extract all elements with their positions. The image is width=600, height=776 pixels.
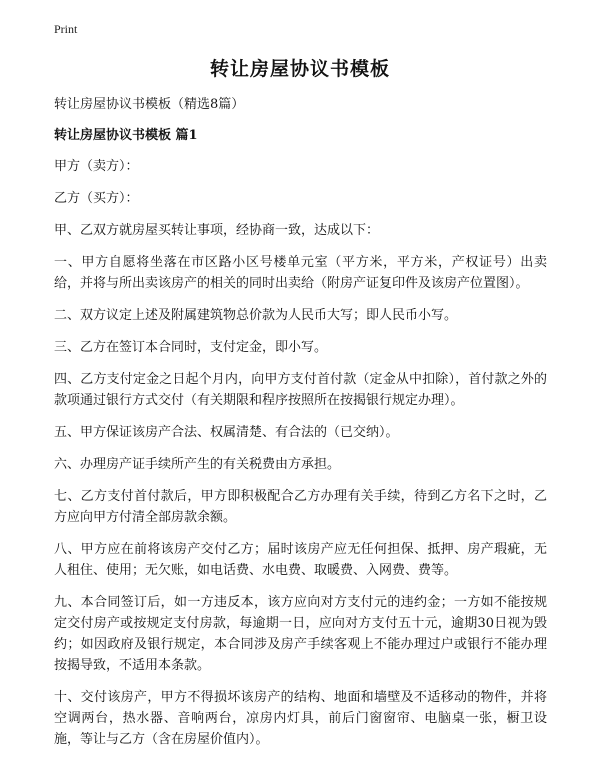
- paragraph-intro: 甲、乙双方就房屋买转让事项，经协商一致，达成以下：: [54, 223, 380, 238]
- section-heading: 转让房屋协议书模板 篇1: [54, 128, 198, 143]
- paragraph-clause-4: 四、乙方支付定金之日起个月内，向甲方支付首付款（定金从中扣除），首付款之外的款项通过银行方式交付（有关期限和程序按照所在按揭银行规定办理）。: [54, 372, 547, 408]
- paragraph-clause-1: 一、甲方自愿将坐落在市区路小区号楼单元室（平方米，平方米，产权证号）出卖给，并将与所出卖该房产的相关的同时出卖给（附房产证复印件及该房产位置图）。: [54, 255, 547, 291]
- paragraph-clause-5: 五、甲方保证该房产合法、权属清楚、有合法的（已交纳）。: [54, 425, 399, 440]
- paragraph-clause-10: 十、交付该房产，甲方不得损坏该房产的结构、地面和墙壁及不适移动的物件，并将空调两台，热水器、音响两台，凉房内灯具，前后门窗窗帘、电脑桌一张，橱卫设施，等让与乙方（含在房屋价值内）。: [54, 690, 547, 747]
- paragraph-party-b: 乙方（买方）：: [54, 191, 139, 206]
- document-title: 转让房屋协议书模板: [209, 58, 390, 80]
- paragraph-clause-8: 八、甲方应在前将该房产交付乙方；届时该房产应无任何担保、抵押、房产瑕疵，无人租住、使用；无欠账，如电话费、水电费、取暖费、入网费、费等。: [54, 542, 547, 578]
- paragraph-clause-3: 三、乙方在签订本合同时，支付定金，即小写。: [54, 340, 328, 355]
- paragraph-clause-9: 九、本合同签订后，如一方违反本，该方应向对方支付元的违约金；一方如不能按规定交付房产或按规定支付房款，每逾期一日，应向对方支付五十元，逾期30日视为毁约；如因政府及银行规定，本合同涉及房产手续客观上不能办理过户或银行不能办理按揭导致，不适用本条款。: [54, 595, 547, 673]
- paragraph-clause-7: 七、乙方支付首付款后，甲方即积极配合乙方办理有关手续，待到乙方名下之时，乙方应向甲方付清全部房款余额。: [54, 489, 547, 525]
- document-body: [54, 94, 547, 750]
- document-subtitle: 转让房屋协议书模板（精选8篇）: [54, 97, 245, 112]
- paragraph-clause-2: 二、双方议定上述及附属建筑物总价款为人民币大写；即人民币小写。: [54, 308, 458, 323]
- print-label[interactable]: Print: [54, 22, 78, 36]
- paragraph-party-a: 甲方（卖方）：: [54, 159, 139, 174]
- paragraph-clause-6: 六、办理房产证手续所产生的有关税费由方承担。: [54, 457, 341, 472]
